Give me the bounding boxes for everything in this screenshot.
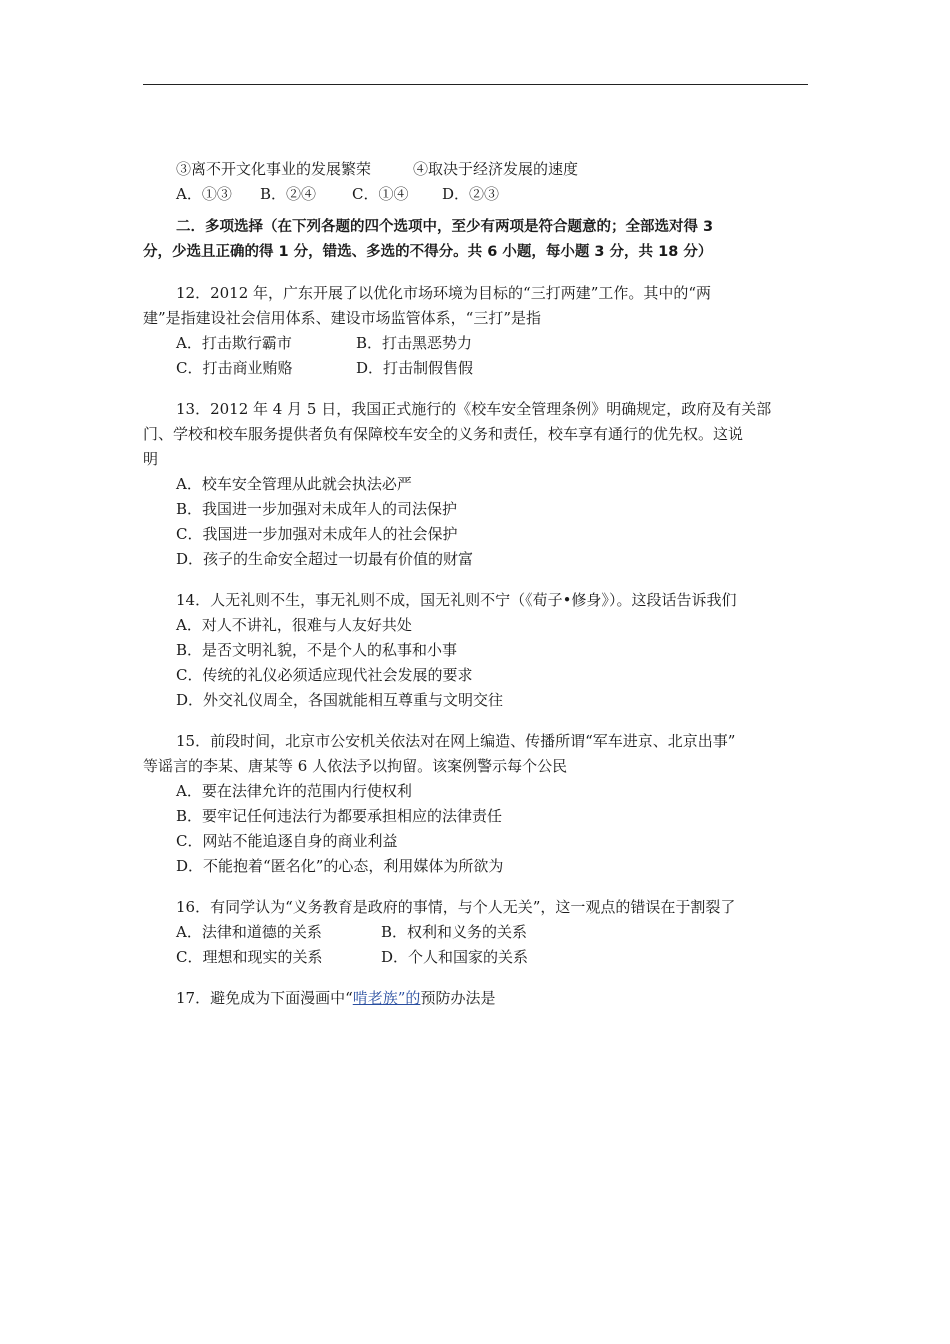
question-17 xyxy=(143,986,813,1011)
carryover-option-4: ④取决于经济发展的速度 xyxy=(413,160,579,178)
carryover-answers xyxy=(143,182,813,207)
section2-heading-line1: 二．多项选择（在下列各题的四个选项中，至少有两项是符合题意的；全部选对得 3 xyxy=(176,219,714,235)
answer-c: C．①④ xyxy=(352,185,409,203)
q16-option-a: A．法律和道德的关系 xyxy=(176,923,322,941)
q12-option-c: C．打击商业贿赂 xyxy=(176,359,293,377)
q17-link-kenlaozu[interactable]: 啃老族”的 xyxy=(352,989,421,1007)
carryover-options-line xyxy=(143,157,813,182)
q12-option-b: B．打击黑恶势力 xyxy=(356,334,473,352)
question-16 xyxy=(143,895,813,970)
q16-options-row2 xyxy=(143,945,813,970)
q14-option-c: C．传统的礼仪必须适应现代社会发展的要求 xyxy=(176,666,473,684)
question-15 xyxy=(143,729,813,879)
q12-stem-line1: 12．2012 年，广东开展了以优化市场环境为目标的“三打两建”工作。其中的“两 xyxy=(176,284,712,302)
q15-stem-line1: 15．前段时间，北京市公安机关依法对在网上编造、传播所谓“军车进京、北京出事” xyxy=(176,732,736,750)
q15-option-a: A．要在法律允许的范围内行使权利 xyxy=(176,782,412,800)
q13-stem-line3: 明 xyxy=(143,450,159,468)
q13-stem-line1: 13．2012 年 4 月 5 日，我国正式施行的《校车安全管理条例》明确规定，政府及有关部 xyxy=(176,400,772,418)
q15-option-c: C．网站不能追逐自身的商业利益 xyxy=(176,832,398,850)
q16-stem-line1: 16．有同学认为“义务教育是政府的事情，与个人无关”，这一观点的错误在于割裂了 xyxy=(176,898,736,916)
question-13 xyxy=(143,397,813,572)
q12-options-row2 xyxy=(143,356,813,381)
section2-heading-line2: 分，少选且正确的得 1 分，错选、多选的不得分。共 6 小题，每小题 3 分，共 18 分） xyxy=(143,244,713,260)
q15-stem-line2: 等谣言的李某、唐某等 6 人依法予以拘留。该案例警示每个公民 xyxy=(143,757,568,775)
question-14 xyxy=(143,588,813,713)
q14-option-d: D．外交礼仪周全，各国就能相互尊重与文明交往 xyxy=(176,691,504,709)
q16-option-d: D．个人和国家的关系 xyxy=(381,948,529,966)
q16-option-b: B．权利和义务的关系 xyxy=(381,923,528,941)
q13-option-a: A．校车安全管理从此就会执法必严 xyxy=(176,475,412,493)
answer-d: D．②③ xyxy=(442,185,500,203)
q12-stem-line2: 建”是指建设社会信用体系、建设市场监管体系，“三打”是指 xyxy=(143,309,542,327)
q12-option-d: D．打击制假售假 xyxy=(356,359,474,377)
document-body xyxy=(143,157,813,1011)
q14-option-a: A．对人不讲礼，很难与人友好共处 xyxy=(176,616,412,634)
q14-option-b: B．是否文明礼貌，不是个人的私事和小事 xyxy=(176,641,458,659)
q16-options-row1 xyxy=(143,920,813,945)
q13-option-d: D．孩子的生命安全超过一切最有价值的财富 xyxy=(176,550,474,568)
q17-suffix: 预防办法是 xyxy=(420,989,496,1007)
q16-option-c: C．理想和现实的关系 xyxy=(176,948,323,966)
q13-option-c: C．我国进一步加强对未成年人的社会保护 xyxy=(176,525,458,543)
q12-options-row1 xyxy=(143,331,813,356)
q15-option-b: B．要牢记任何违法行为都要承担相应的法律责任 xyxy=(176,807,503,825)
q13-stem-line2: 门、学校和校车服务提供者负有保障校车安全的义务和责任，校车享有通行的优先权。这说 xyxy=(143,425,744,443)
q14-stem-line1: 14．人无礼则不生，事无礼则不成，国无礼则不宁（《荀子•修身》）。这段话告诉我们 xyxy=(176,591,737,609)
q12-option-a: A．打击欺行霸市 xyxy=(176,334,292,352)
q15-option-d: D．不能抱着“匿名化”的心态，利用媒体为所欲为 xyxy=(176,857,504,875)
q13-option-b: B．我国进一步加强对未成年人的司法保护 xyxy=(176,500,458,518)
carryover-option-3: ③离不开文化事业的发展繁荣 xyxy=(176,160,372,178)
answer-a: A．①③ xyxy=(176,185,232,203)
question-12 xyxy=(143,281,813,381)
q17-prefix: 17．避免成为下面漫画中“ xyxy=(176,989,353,1007)
answer-b: B．②④ xyxy=(260,185,317,203)
header-rule xyxy=(143,84,808,85)
